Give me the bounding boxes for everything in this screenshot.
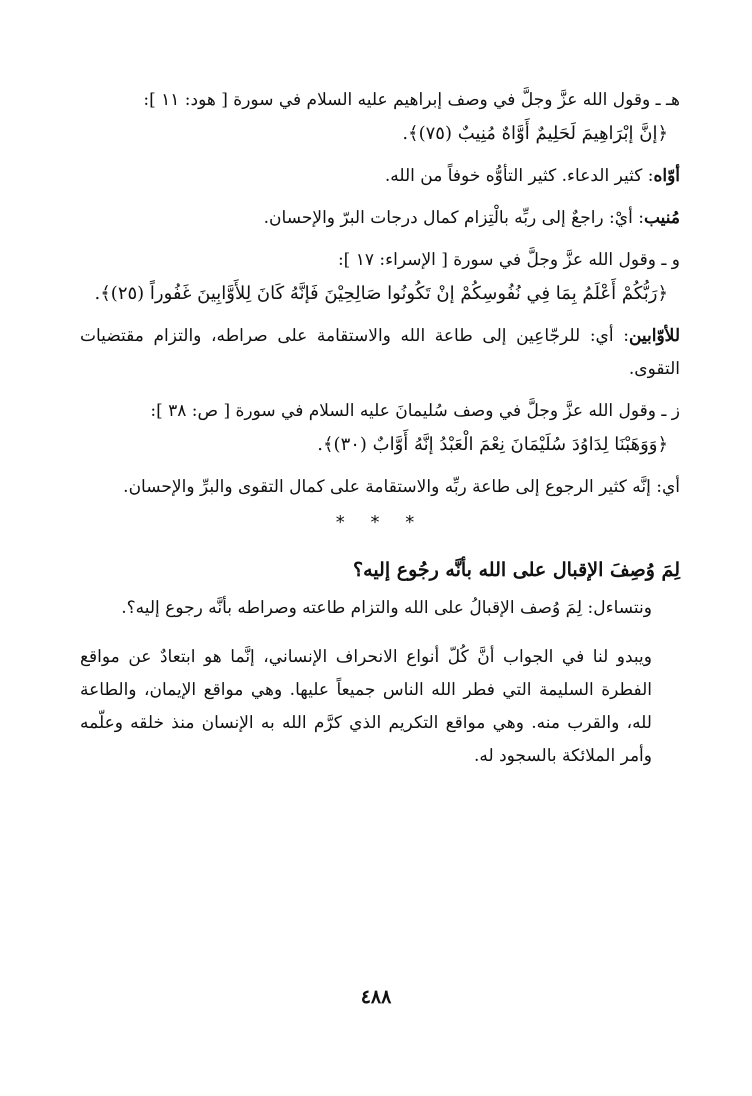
item-h-intro: هـ ـ وقول الله عزَّ وجلَّ في وصف إبراهيم عليه السلام في سورة [ هود: ١١ ]: xyxy=(143,90,680,110)
item-h-verse: ﴿إنَّ إبْرَاهِيمَ لَحَلِيمٌ أَوَّاهٌ مُنِيبٌ (٧٥)﴾. xyxy=(402,123,668,144)
section-heading: لِمَ وُصِفَ الإقبال على الله بأنَّه رجُوع إليه؟ xyxy=(353,559,680,581)
term-munib: مُنيب xyxy=(643,208,680,228)
section-separator: * * * xyxy=(335,512,425,533)
item-z-explanation: أي: إنَّه كثير الرجوع إلى طاعة ربِّه والاستقامة على كمال التقوى والبرِّ والإحسان. xyxy=(123,477,680,497)
item-w-verse: ﴿رَبُّكُمْ أَعْلَمُ بِمَا فِي نُفُوسِكُمْ إنْ تَكُونُوا صَالِحِيْنَ فَإنَّهُ كَانَ لِلأَوَّابِينَ غَفُوراً (٢٥)﴾. xyxy=(94,283,668,304)
page-body xyxy=(80,84,680,1024)
definition-awwabin xyxy=(80,320,680,386)
term-awwah: أوّاه xyxy=(653,166,680,186)
definition-awwabin-text: : أي: للرجّاعِين إلى طاعة الله والاستقامة على صراطه، والتزام مقتضيات التقوى. xyxy=(80,326,680,379)
term-awwabin: للأوّابين xyxy=(628,326,680,346)
definition-awwah xyxy=(80,160,680,193)
item-z-verse: ﴿وَوَهَبْنَا لِدَاوُدَ سُلَيْمَانَ نِعْمَ الْعَبْدُ إنَّهُ أَوَّابٌ (٣٠)﴾. xyxy=(317,434,668,455)
definition-awwah-text: : كثير الدعاء. كثير التأوُّه خوفاً من الله. xyxy=(384,166,654,186)
item-w-intro: و ـ وقول الله عزَّ وجلَّ في سورة [ الإسراء: ١٧ ]: xyxy=(337,250,680,270)
page-number: ٤٨٨ xyxy=(360,986,392,1008)
question-paragraph: ونتساءل: لِمَ وُصف الإقبالُ على الله والتزام طاعته وصراطه بأنَّه رجوع إليه؟. xyxy=(121,598,652,618)
answer-paragraph: ويبدو لنا في الجواب أنَّ كُلّ أنواع الانحراف الإنساني، إنَّما هو ابتعادٌ عن مواقع الفطرة السليمة التي فطر الله الناس جميعاً عليها. وهي مواقع الإيمان، والطاعة لله، والقرب منه. وهي مواقع التكريم الذي كرَّم الله به الإنسان منذ خلقه وعلّمه وأمر الملائكة بالسجود له. xyxy=(80,647,652,766)
item-z-intro: ز ـ وقول الله عزَّ وجلَّ في وصف سُليمانَ عليه السلام في سورة [ ص: ٣٨ ]: xyxy=(150,401,680,421)
definition-munib-text: : أيْ: راجعٌ إلى ربِّه بالْتِزام كمال درجات البرّ والإحسان. xyxy=(263,208,644,228)
definition-munib xyxy=(80,202,680,235)
